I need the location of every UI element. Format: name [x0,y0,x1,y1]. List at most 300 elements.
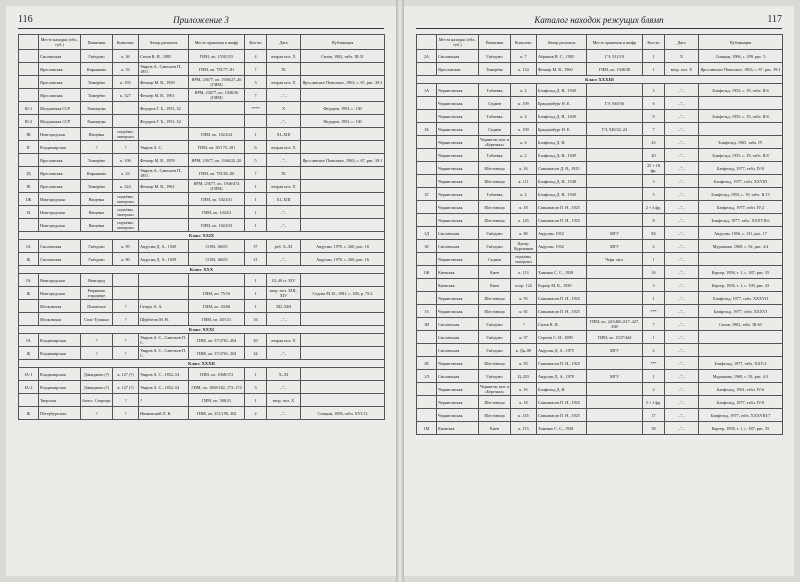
table-cell: Ханенко С. С., 1928 [537,266,587,279]
table-cell: 4 [245,50,267,63]
table-cell: Каргер, 1958, т. 1, с. 187, рис. 35 [699,266,783,279]
table-cell: –"– [665,175,699,188]
table-cell: Абрамов И. С., 1905 [537,50,587,63]
table-cell: ? [113,347,139,360]
table-cell: ? [81,334,113,347]
table-cell: ГИМ, оп. 57/4761–204 [189,347,245,360]
table-cell: 2А [417,50,437,63]
table-cell: 7 [245,167,267,180]
table-cell: Фехнер М. В., 1959 [139,76,189,89]
table-cell: Черниговская [437,162,479,175]
table-cell: –"– [665,279,699,292]
table-cell: Новгород [81,274,113,287]
table-cell [301,89,385,102]
table-cell: Вещевка [81,128,113,141]
table-row [417,175,783,188]
table-cell: 1 [245,193,267,206]
table-cell: Табаевка [479,84,511,97]
table-cell: Московская [39,300,81,313]
table-cell [301,193,385,206]
table-row [417,409,783,422]
table-cell: к. 18 [511,396,537,409]
table-row [19,63,385,76]
class-heading-row [19,266,385,274]
table-cell: –"– [665,162,699,175]
table-cell [19,50,39,63]
table-row [19,115,385,128]
table-cell: 1Б [417,123,437,136]
table-cell: 3 [245,76,267,89]
table-cell: 17 [643,409,665,422]
running-title: Приложение 3 [173,15,229,25]
table-cell: 5 + 1 фр. [643,396,665,409]
table-cell: –"– [267,347,301,360]
table-row [19,394,385,407]
table-cell: 1А [417,84,437,97]
table-cell: втор. пол. X [665,63,699,76]
class-heading-row [19,360,385,368]
table-cell: Тверская [39,394,81,407]
table-cell [417,175,437,188]
table-cell: Смоленская [437,370,479,383]
table-cell: Уваров А. С. [139,141,189,154]
table-cell: Мурзакова, 1969, с. 92, рис. 4:4 [699,240,783,253]
table-cell: Самоквасов П. Н., 1925 [537,409,587,422]
table-cell: Тимерёво [81,154,113,167]
table-cell [699,344,783,357]
table-cell [417,279,437,292]
table-cell [301,206,385,219]
table-cell: 2 [245,407,267,420]
table-cell [587,175,643,188]
table-cell: ГИМ, оп. 1537/444 [587,331,643,344]
table-cell: Фехнер М. В., 1960 [537,63,587,76]
table-cell: –"– [665,422,699,435]
column-header: Автор раскопок [139,35,189,50]
table-cell: подъёмн. материал [511,253,537,266]
class-heading-row [417,76,783,84]
table-row [417,305,783,318]
table-cell: XI–XIII [267,193,301,206]
table-cell: 1 [245,128,267,141]
table-cell: близ г. Старицы [81,394,113,407]
table-cell: Авдусин, 1952 [537,227,587,240]
table-cell: к. 33 [113,63,139,76]
table-row [417,370,783,383]
table-cell: Московская [39,313,81,326]
column-header: Памятник [81,35,113,50]
table-cell: Вещевка [81,206,113,219]
table-cell: Черниговская [437,149,479,162]
table-cell: Киевская [437,422,479,435]
table-cell: погр. 124 [511,279,537,292]
table-cell: –"– [665,110,699,123]
table-cell: Черниговская [437,357,479,370]
table-cell: Блифельд, 1965, табл. IV [699,136,783,149]
table-cell: к. 190 [113,154,139,167]
table-cell: XI [267,167,301,180]
table-cell: 1З [417,305,437,318]
table-cell [587,162,643,175]
table-cell: подъёмн. материал [113,219,139,232]
table-header-row [19,35,385,50]
table-row [417,50,783,63]
table-cell: Авдусин Д. А., 1978 [537,370,587,383]
table-cell: 1 [245,287,267,300]
class-heading-row [19,326,385,334]
table-cell: 25 + 18 фр. [643,162,665,175]
table-row [19,368,385,381]
table-cell: –"– [665,292,699,305]
table-cell: Владимирская [39,347,81,360]
table-cell: IВ [19,128,39,141]
table-row [417,84,783,97]
table-cell [301,180,385,193]
table-cell: к. 93 [511,292,537,305]
table-cell: –"– [665,214,699,227]
table-cell: Смоленская [437,50,479,63]
table-cell: 1 [643,50,665,63]
table-cell: Блифельд, 1953, с. 19, табл. II:6 [699,84,783,97]
table-cell: втор. пол. XIII–XIV [267,287,301,300]
table-row [417,292,783,305]
table-cell: Гнёздово [479,50,511,63]
table-cell [301,167,385,180]
table-cell: Блифельд, 1961, табл. IV:6 [699,383,783,396]
table-cell: Блифельд Д. И., 1948 [537,175,587,188]
table-cell: Екимауцы [81,115,113,128]
table-cell: к. 134 [511,63,537,76]
table-cell: XII–XIII [267,300,301,313]
table-cell: 1Г [417,188,437,201]
table-cell: Гнёздово [479,240,511,253]
table-cell [417,396,437,409]
table-cell [587,214,643,227]
table-cell: Уваров А. С., Савельев П. С. [139,347,189,360]
table-cell: –"– [267,115,301,128]
table-cell: Табаевка [479,110,511,123]
table-cell: –"– [665,97,699,110]
table-cell [587,84,643,97]
table-cell: Авдусин Д. А., 1949 [139,240,189,253]
table-cell: 1 [245,180,267,193]
table-row [417,383,783,396]
table-cell: МГУ [587,344,643,357]
table-cell [245,115,267,128]
table-cell: Фехнер М. В., 1961 [139,180,189,193]
table-cell: –"– [267,381,301,394]
table-cell: Самоквасов П. Н., 1925 [537,396,587,409]
table-cell: ? [113,300,139,313]
table-cell: XI–XIII [267,128,301,141]
table-cell: Смоленская [437,318,479,331]
table-cell: 2 + 4 фр. [643,201,665,214]
table-cell: Седнев [479,253,511,266]
column-header: Место находки (обл., губ.) [39,35,81,50]
table-cell: к. 18 [511,201,537,214]
table-cell: Киевская [437,266,479,279]
table-cell [587,383,643,396]
table-cell: к. 2 [511,84,537,97]
table-cell: Черниговская [437,97,479,110]
table-cell: к. 4 [511,110,537,123]
table-cell: ГИМ, оп. 1068/182, 173–174 [189,381,245,394]
table-cell: 1И [417,318,437,331]
table-cell [587,396,643,409]
table-cell: IД [19,167,39,180]
table-cell: Тимерёво [81,89,113,102]
table-cell: Авдусин, 1952 [537,240,587,253]
table-cell: ? [113,141,139,154]
table-cell: 1 [245,219,267,232]
table-cell: Шестовица [479,409,511,422]
table-cell: к. Дн–80 [511,344,537,357]
table-cell: Давыдково (?) [81,381,113,394]
table-cell: 3 [643,175,665,188]
table-cell [301,274,385,287]
table-cell: Петербургская [39,407,81,420]
table-cell: СОМ, 16655 [189,240,245,253]
table-cell: Черниговская [437,136,479,149]
table-cell: 1 [643,253,665,266]
table-cell [301,313,385,326]
table-cell: ? [113,407,139,420]
table-cell: ЯРМ, 23677, оп. 1946/22–26 [189,154,245,167]
table-cell [417,331,437,344]
table-cell: Ярославская [39,76,81,89]
table-cell: Федоров, 1953, с. 130 [301,115,385,128]
table-cell: ? [81,347,113,360]
table-cell: –"– [665,305,699,318]
table-cell: 2 [643,240,665,253]
table-cell: Черн. муз. [587,253,643,266]
column-header [417,35,437,50]
table-cell: к. 16 [511,383,537,396]
table-cell: IА-1 [19,368,39,381]
table-cell: –"– [665,84,699,97]
table-cell [139,274,189,287]
table-cell: 5 [643,188,665,201]
left-page [6,6,396,576]
table-cell: Ц–255 [511,370,537,383]
table-cell: Ярославская [39,89,81,102]
table-cell: ГИМ, оп. 781/77–81 [189,63,245,76]
table-cell [417,383,437,396]
table-cell: ЯРМ, 23677, оп. 1946/27–26 (ГИМ) [189,76,245,89]
table-cell [587,409,643,422]
table-cell: Каргер М. К., 1939 [537,279,587,292]
right-page-header [416,14,782,29]
table-cell: Ярославское Поволжье, 1963, с. 67, рис. 39:1 [301,154,385,167]
table-cell: 1 [643,331,665,344]
table-cell: Черниговская [437,188,479,201]
table-cell: –"– [665,149,699,162]
table-row [417,136,783,149]
table-cell: к. 113 [511,422,537,435]
table-cell [699,123,783,136]
table-cell: Центр. Курганная [511,240,537,253]
table-cell: Псковское [81,300,113,313]
table-cell: Гатцук А. А. [139,300,189,313]
table-row [417,422,783,435]
table-cell [19,76,39,89]
table-cell [113,115,139,128]
table-cell [139,206,189,219]
table-cell [113,102,139,115]
table-cell: 16 [245,313,267,326]
table-cell: ? [113,334,139,347]
table-cell: IБ-1 [19,102,39,115]
table-cell: Сергеев С. И., 1899 [537,331,587,344]
table-cell [301,394,385,407]
table-cell: –"– [267,313,301,326]
table-cell: к. 95 [113,240,139,253]
table-cell: к. 113 [511,266,537,279]
table-row [19,89,385,102]
table-cell: Блифельд, 1977, табл. IV:8 [699,162,783,175]
table-row [19,167,385,180]
table-cell [301,334,385,347]
table-cell: Блифельд, 1977, табл. XXVIII [699,175,783,188]
table-cell [301,368,385,381]
table-cell: Черниговская [437,305,479,318]
table-cell [139,128,189,141]
table-cell: 6 [245,141,267,154]
table-cell: Гнёздово [479,227,511,240]
table-cell: 3 [643,279,665,292]
table-cell: 3 [643,84,665,97]
table-cell: Шестовица [479,292,511,305]
table-row [19,102,385,115]
table-cell: Бранденбург Н. Е. [537,97,587,110]
table-row [19,381,385,394]
table-cell: СОМ, 16655 [189,253,245,266]
table-cell [587,188,643,201]
table-cell: 1К [417,357,437,370]
table-cell: ГИМ, оп. 1024/31 [189,193,245,206]
table-cell: 38 [643,422,665,435]
table-row [417,97,783,110]
column-header: Дата [267,35,301,50]
table-row [417,240,783,253]
table-cell: вторая пол. X [267,141,301,154]
table-cell: Черниговская [437,383,479,396]
table-cell: IЖ [19,193,39,206]
class-heading: Класс XXXI [19,326,385,334]
table-cell: Черниговская [437,84,479,97]
table-cell: Черниговская [437,175,479,188]
table-cell: Самоквасов П. Н., 1925 [537,201,587,214]
table-cell: МГУ [587,240,643,253]
table-cell: Рюриково городище [81,287,113,300]
table-cell: вторая пол. X [267,50,301,63]
table-row [417,396,783,409]
table-cell [189,274,245,287]
page-number: 116 [18,14,33,25]
left-page-header [18,14,384,29]
table-cell: ГЭ, 940/22–24 [587,123,643,136]
column-header: Место хранения и шифр [587,35,643,50]
table-cell: IЕ [19,180,39,193]
table-cell: Вещевка [81,219,113,232]
table-cell: 1 [245,206,267,219]
table-cell: к. 7 [511,50,537,63]
table-cell: Киев [479,279,511,292]
table-cell [301,347,385,360]
table-cell: Гнёздово [479,331,511,344]
table-cell: Молдавская ССР [39,102,81,115]
class-heading: Класс XXXII [19,360,385,368]
table-cell: **** [245,102,267,115]
table-cell: Фехнер М. В., 1959 [139,154,189,167]
column-header: Кол-во [643,35,665,50]
table-cell: Смоленская [437,331,479,344]
table-cell: Каргер, 1958, т. 1, с. 187, рис. 35 [699,422,783,435]
table-cell: –"– [665,318,699,331]
table-cell: Седнев [479,123,511,136]
table-cell: Давыдково (?) [81,368,113,381]
table-row [417,331,783,344]
table-row [19,154,385,167]
table-cell [19,394,39,407]
table-cell: 84 [643,227,665,240]
table-cell: подъёмн. материал [113,206,139,219]
table-row [19,300,385,313]
column-header [19,35,39,50]
table-cell: 3 [245,381,267,394]
table-cell [537,253,587,266]
table-cell: Кирьяново [81,167,113,180]
table-cell: к. 16 [511,162,537,175]
table-cell: к. 36 [113,50,139,63]
table-cell: Ярославская [437,63,479,76]
table-cell: к. 2 [511,188,537,201]
table-cell: Шестовица [479,162,511,175]
table-cell [417,97,437,110]
table-cell: Ярославская [39,154,81,167]
table-cell: к. 2 [511,149,537,162]
table-cell: Черниговская [437,396,479,409]
table-cell: IБ [19,407,39,420]
book-gutter [396,0,404,582]
table-cell: к. 127 (?) [113,381,139,394]
table-cell: Мурзакова, 1969, с. 92, рис. 4:3 [699,370,783,383]
table-cell: Уваров А., Савельев П., 1851 [139,63,189,76]
table-cell: Владимирская [39,334,81,347]
table-cell [417,344,437,357]
table-cell [417,201,437,214]
column-header: Место хранения и шифр [189,35,245,50]
table-cell [189,102,245,115]
table-cell [19,63,39,76]
table-cell [301,300,385,313]
table-cell: Самоквасов Д. Я., 1925 [537,162,587,175]
table-cell: Новгородская [39,219,81,232]
table-cell [699,331,783,344]
table-cell: к. 327 [113,89,139,102]
table-cell: подъёмн. материал [113,128,139,141]
table-cell [189,115,245,128]
table-cell [417,63,437,76]
table-cell: 9 [643,110,665,123]
table-cell [587,305,643,318]
class-heading: Класс XXX [19,266,385,274]
table-cell: Гнёздово [81,253,113,266]
table-cell: Гнёздово [81,240,113,253]
table-cell: ГИМ, оп. 57/4761–204 [189,334,245,347]
table-cell: ГИМ, оп. 1024/24 [189,128,245,141]
table-cell [417,292,437,305]
